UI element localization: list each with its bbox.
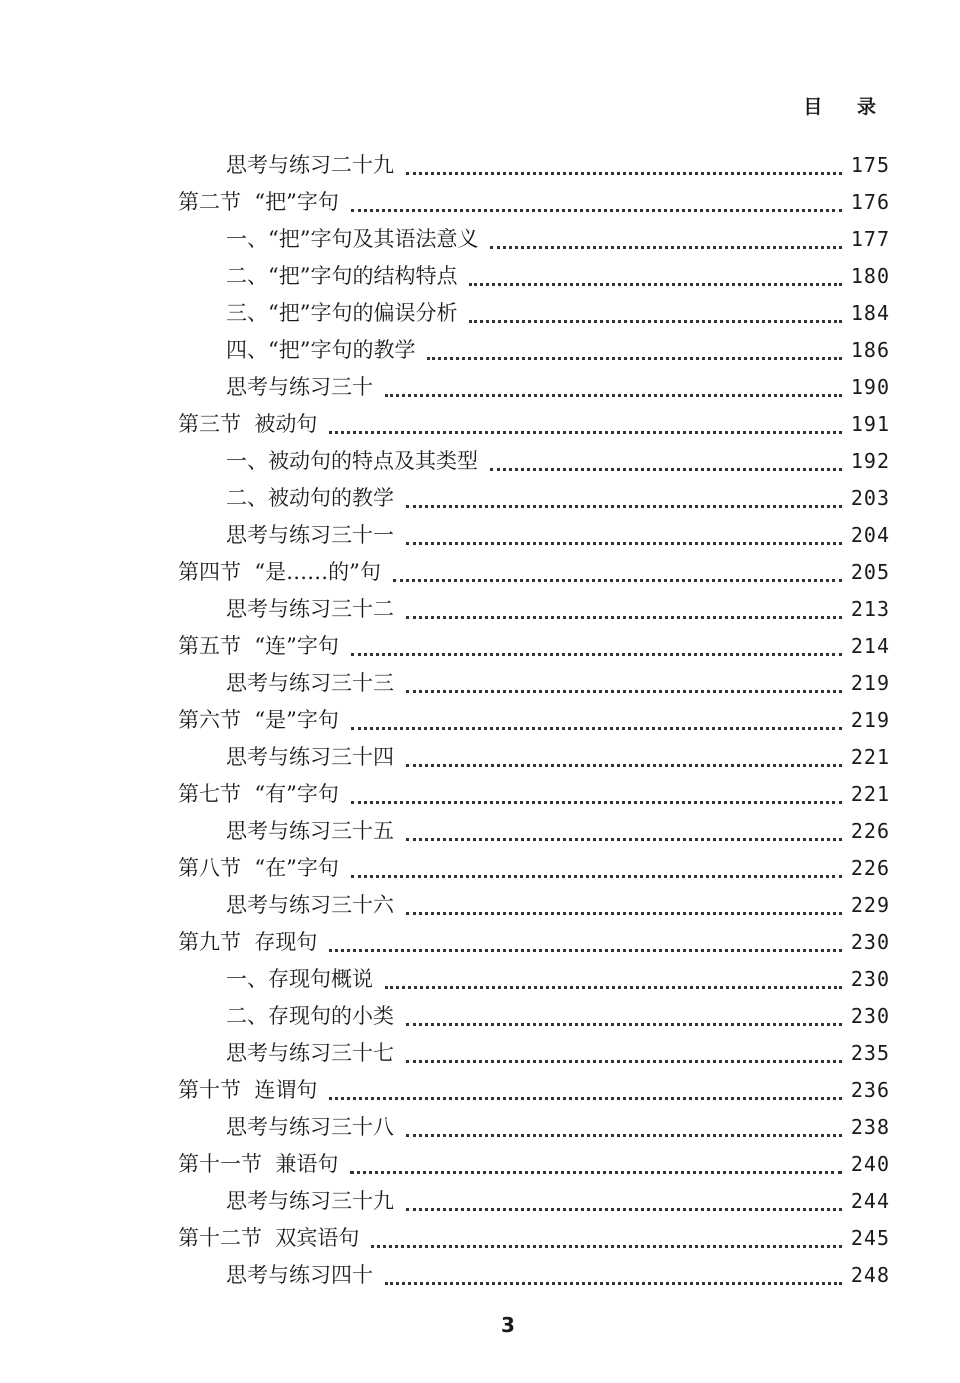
toc-entry-label: 第九节 存现句 [178,930,318,954]
toc-section-entry [0,850,960,887]
dot-leader [469,283,842,286]
dot-leader [490,246,842,249]
toc-entry-page: 184 [850,301,890,325]
toc-entry-label: 思考与练习三十九 [226,1189,394,1213]
dot-leader [371,1245,842,1248]
toc-entry-page: 176 [850,190,890,214]
dot-leader [406,505,842,508]
toc-subentry [0,1109,960,1146]
dot-leader [406,1208,842,1211]
toc-entry-label: 思考与练习三十七 [226,1041,394,1065]
dot-leader [385,986,842,989]
toc-entry-label: 第二节 “把”字句 [178,190,339,214]
toc-entry-page: 244 [850,1189,890,1213]
dot-leader [406,838,842,841]
toc-subentry [0,517,960,554]
toc-entry-label: 第六节 “是”字句 [178,708,339,732]
toc-section-entry [0,406,960,443]
toc-entry-label: 思考与练习三十一 [226,523,394,547]
toc-subentry [0,813,960,850]
toc-entry-page: 204 [850,523,890,547]
toc-entry-page: 235 [850,1041,890,1065]
dot-leader [406,542,842,545]
toc-subentry [0,961,960,998]
toc-entry-label: 第十二节 双宾语句 [178,1226,360,1250]
toc-entry-label: 三、“把”字句的偏误分析 [226,301,458,325]
toc-subentry [0,221,960,258]
toc-subentry [0,1035,960,1072]
toc-entry-page: 205 [850,560,890,584]
toc-entry-label: 二、“把”字句的结构特点 [226,264,458,288]
toc-entry-page: 229 [850,893,890,917]
toc-entry-label: 一、被动句的特点及其类型 [226,449,478,473]
toc-entry-page: 190 [850,375,890,399]
toc-subentry [0,258,960,295]
toc-entry-label: 第三节 被动句 [178,412,318,436]
toc-entry-label: 第七节 “有”字句 [178,782,339,806]
toc-entry-label: 一、存现句概说 [226,967,373,991]
dot-leader [385,394,842,397]
toc-entry-page: 219 [850,671,890,695]
toc-subentry [0,443,960,480]
toc-entry-page: 226 [850,819,890,843]
toc-entry-label: 一、“把”字句及其语法意义 [226,227,479,251]
toc-entry-label: 第十一节 兼语句 [178,1152,339,1176]
toc-entry-page: 230 [850,967,890,991]
toc-entry-page: 175 [850,153,890,177]
dot-leader [406,912,842,915]
dot-leader [406,764,842,767]
toc-subentry [0,591,960,628]
dot-leader [329,431,842,434]
dot-leader [329,1097,842,1100]
dot-leader [329,949,842,952]
toc-subentry [0,295,960,332]
toc-entry-label: 思考与练习二十九 [226,153,394,177]
toc-entry-label: 二、存现句的小类 [226,1004,394,1028]
toc-entry-page: 221 [850,745,890,769]
toc-subentry [0,369,960,406]
toc-entry-page: 180 [850,264,890,288]
toc-entry-label: 思考与练习三十四 [226,745,394,769]
toc-entry-page: 219 [850,708,890,732]
toc-entry-label: 四、“把”字句的教学 [226,338,416,362]
toc-entry-page: 248 [850,1263,890,1287]
toc-entry-label: 思考与练习三十八 [226,1115,394,1139]
running-head: 目 录 [803,96,890,118]
dot-leader [351,727,842,730]
toc-entry-label: 第十节 连谓句 [178,1078,318,1102]
table-of-contents [0,147,960,1294]
dot-leader [406,1060,842,1063]
toc-entry-page: 177 [850,227,890,251]
dot-leader [406,690,842,693]
toc-subentry [0,739,960,776]
dot-leader [385,1282,842,1285]
toc-entry-page: 221 [850,782,890,806]
toc-section-entry [0,1072,960,1109]
toc-section-entry [0,1220,960,1257]
toc-entry-page: 230 [850,930,890,954]
dot-leader [406,1134,842,1137]
page-number: 3 [501,1313,515,1337]
toc-entry-label: 第五节 “连”字句 [178,634,339,658]
toc-subentry [0,332,960,369]
toc-subentry [0,1183,960,1220]
dot-leader [406,616,842,619]
toc-subentry [0,887,960,924]
dot-leader [351,801,842,804]
dot-leader [351,209,842,212]
toc-entry-page: 192 [850,449,890,473]
toc-subentry [0,147,960,184]
toc-entry-page: 230 [850,1004,890,1028]
toc-section-entry [0,702,960,739]
toc-section-entry [0,776,960,813]
toc-entry-label: 思考与练习三十 [226,375,373,399]
dot-leader [351,653,842,656]
dot-leader [406,1023,842,1026]
toc-entry-page: 236 [850,1078,890,1102]
toc-entry-page: 245 [850,1226,890,1250]
toc-entry-label: 思考与练习三十二 [226,597,394,621]
dot-leader [427,357,842,360]
dot-leader [406,172,842,175]
toc-entry-label: 思考与练习三十三 [226,671,394,695]
dot-leader [351,875,842,878]
toc-section-entry [0,184,960,221]
toc-subentry [0,1257,960,1294]
toc-entry-page: 214 [850,634,890,658]
toc-entry-label: 思考与练习三十六 [226,893,394,917]
dot-leader [350,1171,842,1174]
toc-entry-page: 186 [850,338,890,362]
toc-entry-page: 203 [850,486,890,510]
toc-entry-page: 226 [850,856,890,880]
toc-subentry [0,480,960,517]
toc-entry-label: 思考与练习三十五 [226,819,394,843]
toc-section-entry [0,1146,960,1183]
toc-entry-page: 213 [850,597,890,621]
toc-section-entry [0,924,960,961]
toc-section-entry [0,628,960,665]
toc-entry-page: 238 [850,1115,890,1139]
dot-leader [469,320,842,323]
toc-entry-label: 二、被动句的教学 [226,486,394,510]
toc-entry-page: 240 [850,1152,890,1176]
toc-entry-label: 第四节 “是……的”句 [178,560,381,584]
toc-entry-label: 思考与练习四十 [226,1263,373,1287]
toc-subentry [0,665,960,702]
toc-entry-label: 第八节 “在”字句 [178,856,339,880]
toc-section-entry [0,554,960,591]
toc-entry-page: 191 [850,412,890,436]
dot-leader [490,468,842,471]
dot-leader [393,579,842,582]
toc-subentry [0,998,960,1035]
